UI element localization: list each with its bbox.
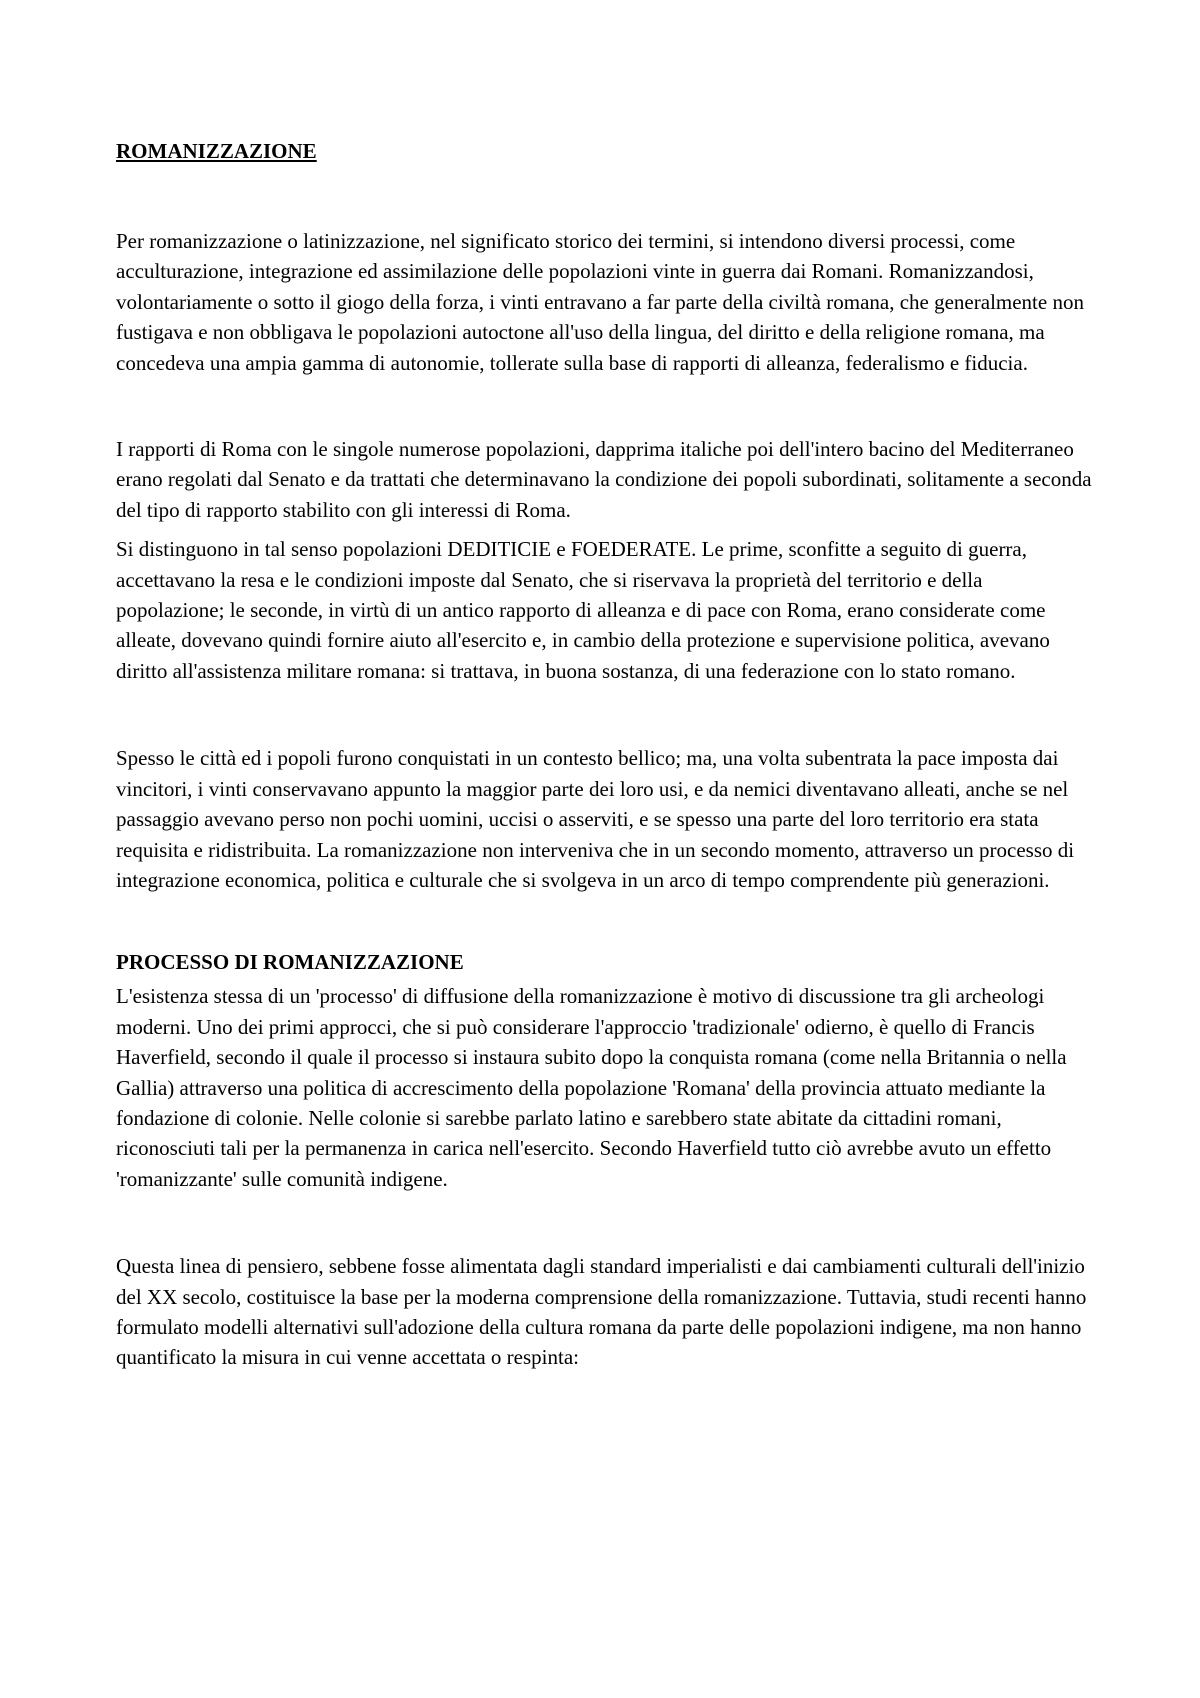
paragraph-processo: L'esistenza stessa di un 'processo' di diffusione della romanizzazione è motivo di discussione tra gli archeologi moderni. Uno dei primi approcci, che si può considerare l'approccio 'tradizionale' odierno, è quello di Francis Haverfield, secondo il quale il processo si instaura subito dopo la conquista romana (come nella Britannia o nella Gallia) attraverso una politica di accrescimento della popolazione 'Romana' della provincia attuato mediante la fondazione di colonie. Nelle colonie si sarebbe parlato latino e sarebbero state abitate da cittadini romani, riconosciuti tali per la permanenza in carica nell'esercito. Secondo Haverfield tutto ciò avrebbe avuto un effetto 'romanizzante' sulle comunità indigene. bbox=[116, 984, 1067, 1191]
paragraph-intro: Per romanizzazione o latinizzazione, nel significato storico dei termini, si intendono diversi processi, come acculturazione, integrazione ed assimilazione delle popolazioni vinte in guerra dai Romani. Romanizzandosi, volontariamente o sotto il giogo della forza, i vinti entravano a far parte della civiltà romana, che generalmente non fustigava e non obbligava le popolazioni autoctone all'uso della lingua, del diritto e della religione romana, ma concedeva una ampia gamma di autonomie, tollerate sulla base di rapporti di alleanza, federalismo e fiducia. bbox=[116, 229, 1084, 375]
paragraph-conquista: Spesso le città ed i popoli furono conquistati in un contesto bellico; ma, una volta subentrata la pace imposta dai vincitori, i vinti conservavano appunto la maggior parte dei loro usi, e da nemici diventavano alleati, anche se nel passaggio avevano perso non pochi uomini, uccisi o asserviti, e se spesso una parte del loro territorio era stata requisita e ridistribuita. La romanizzazione non interveniva che in un secondo momento, attraverso un processo di integrazione economica, politica e culturale che si svolgeva in un arco di tempo comprendente più generazioni. bbox=[116, 746, 1075, 892]
section-heading: PROCESSO DI ROMANIZZAZIONE bbox=[116, 950, 464, 975]
paragraph-deditici-foederate: Si distinguono in tal senso popolazioni DEDITICIE e FOEDERATE. Le prime, sconfitte a seguito di guerra, accettavano la resa e le condizioni imposte dal Senato, che si riservava la proprietà del territorio e della popolazione; le seconde, in virtù di un antico rapporto di alleanza e di pace con Roma, erano considerate come alleate, dovevano quindi fornire aiuto all'esercito e, in cambio della protezione e supervisione politica, avevano diritto all'assistenza militare romana: si trattava, in buona sostanza, di una federazione con lo stato romano. bbox=[116, 537, 1050, 683]
paragraph-rapporti: I rapporti di Roma con le singole numerose popolazioni, dapprima italiche poi dell'intero bacino del Mediterraneo erano regolati dal Senato e da trattati che determinavano la condizione dei popoli subordinati, solitamente a seconda del tipo di rapporto stabilito con gli interessi di Roma. bbox=[116, 437, 1092, 522]
document-page bbox=[116, 136, 1096, 1373]
document-title: ROMANIZZAZIONE bbox=[116, 139, 317, 163]
paragraph-linea-pensiero: Questa linea di pensiero, sebbene fosse alimentata dagli standard imperialisti e dai cambiamenti culturali dell'inizio del XX secolo, costituisce la base per la moderna comprensione della romanizzazione. Tuttavia, studi recenti hanno formulato modelli alternativi sull'adozione della cultura romana da parte delle popolazioni indigene, ma non hanno quantificato la misura in cui venne accettata o respinta: bbox=[116, 1254, 1087, 1370]
